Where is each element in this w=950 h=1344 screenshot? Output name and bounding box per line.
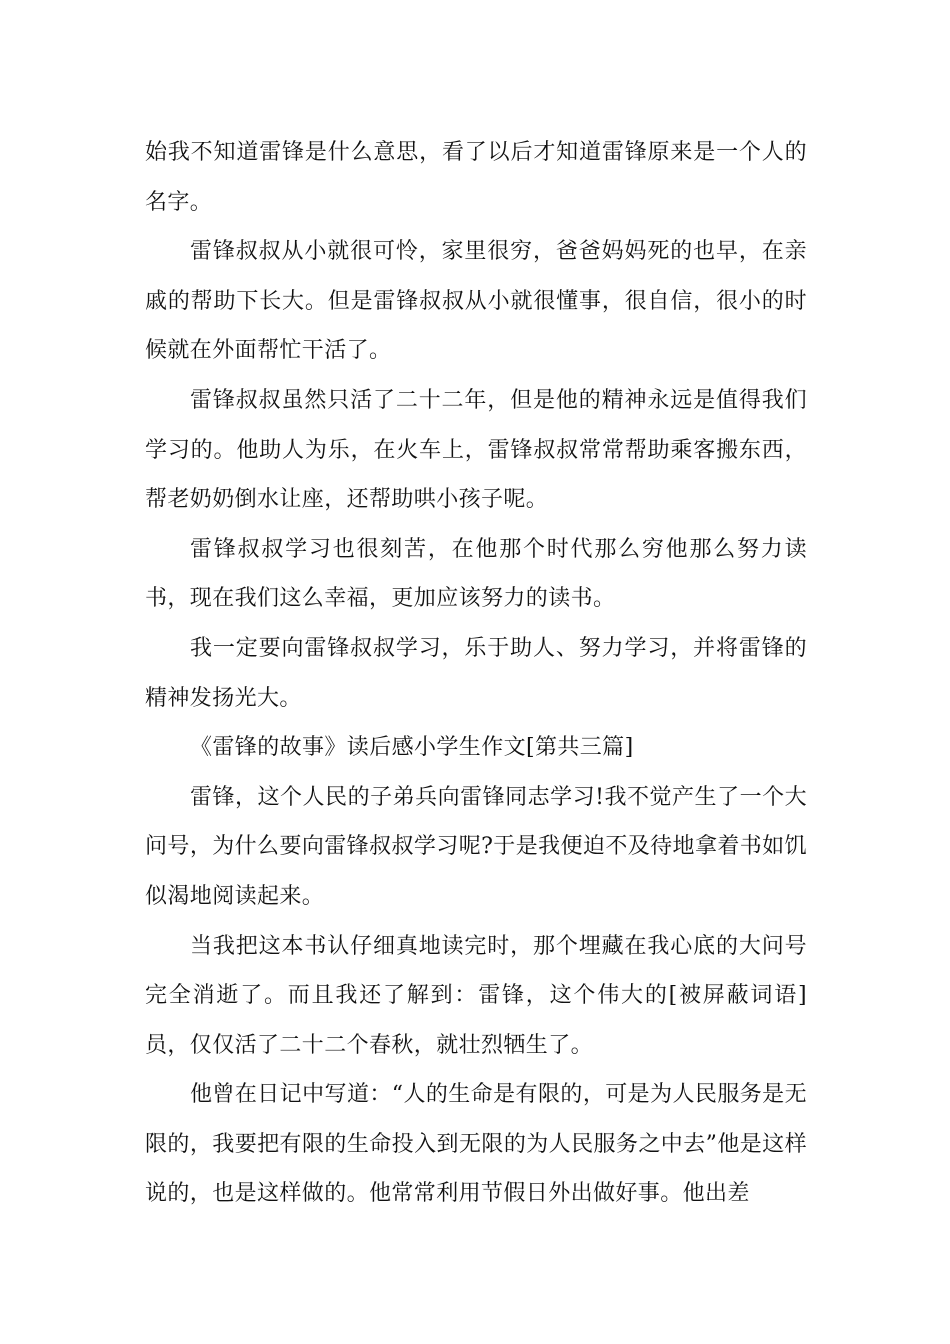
paragraph-study: 雷锋叔叔学习也很刻苦，在他那个时代那么穷他那么努力读书，现在我们这么幸福，更加应该努力的读书。 — [145, 536, 807, 612]
section-heading: 《雷锋的故事》读后感小学生作文[第共三篇] — [190, 735, 634, 761]
paragraph-childhood: 雷锋叔叔从小就很可怜，家里很穷，爸爸妈妈死的也早，在亲戚的帮助下长大。但是雷锋叔叔从小就很懂事，很自信，很小的时候就在外面帮忙干活了。 — [145, 239, 807, 364]
paragraph-resolve: 我一定要向雷锋叔叔学习，乐于助人、努力学习，并将雷锋的精神发扬光大。 — [145, 635, 807, 711]
document-body — [145, 128, 807, 1219]
paragraph-diary: 他曾在日记中写道：“人的生命是有限的，可是为人民服务是无限的，我要把有限的生命投入到无限的为人民服务之中去”他是这样说的，也是这样做的。他常常利用节假日外出做好事。他出差 — [145, 1082, 807, 1207]
paragraph-continuation: 始我不知道雷锋是什么意思，看了以后才知道雷锋原来是一个人的名字。 — [145, 140, 807, 215]
paragraph-question: 雷锋，这个人民的子弟兵向雷锋同志学习!我不觉产生了一个大问号，为什么要向雷锋叔叔学习呢?于是我便迫不及待地拿着书如饥似渴地阅读起来。 — [145, 784, 807, 909]
paragraph-learned: 当我把这本书认仔细真地读完时，那个埋藏在我心底的大问号完全消逝了。而且我还了解到：雷锋，这个伟大的[被屏蔽词语]员，仅仅活了二十二个春秋，就壮烈牺生了。 — [145, 933, 807, 1058]
paragraph-spirit: 雷锋叔叔虽然只活了二十二年，但是他的精神永远是值得我们学习的。他助人为乐，在火车上，雷锋叔叔常常帮助乘客搬东西，帮老奶奶倒水让座，还帮助哄小孩子呢。 — [145, 387, 807, 513]
